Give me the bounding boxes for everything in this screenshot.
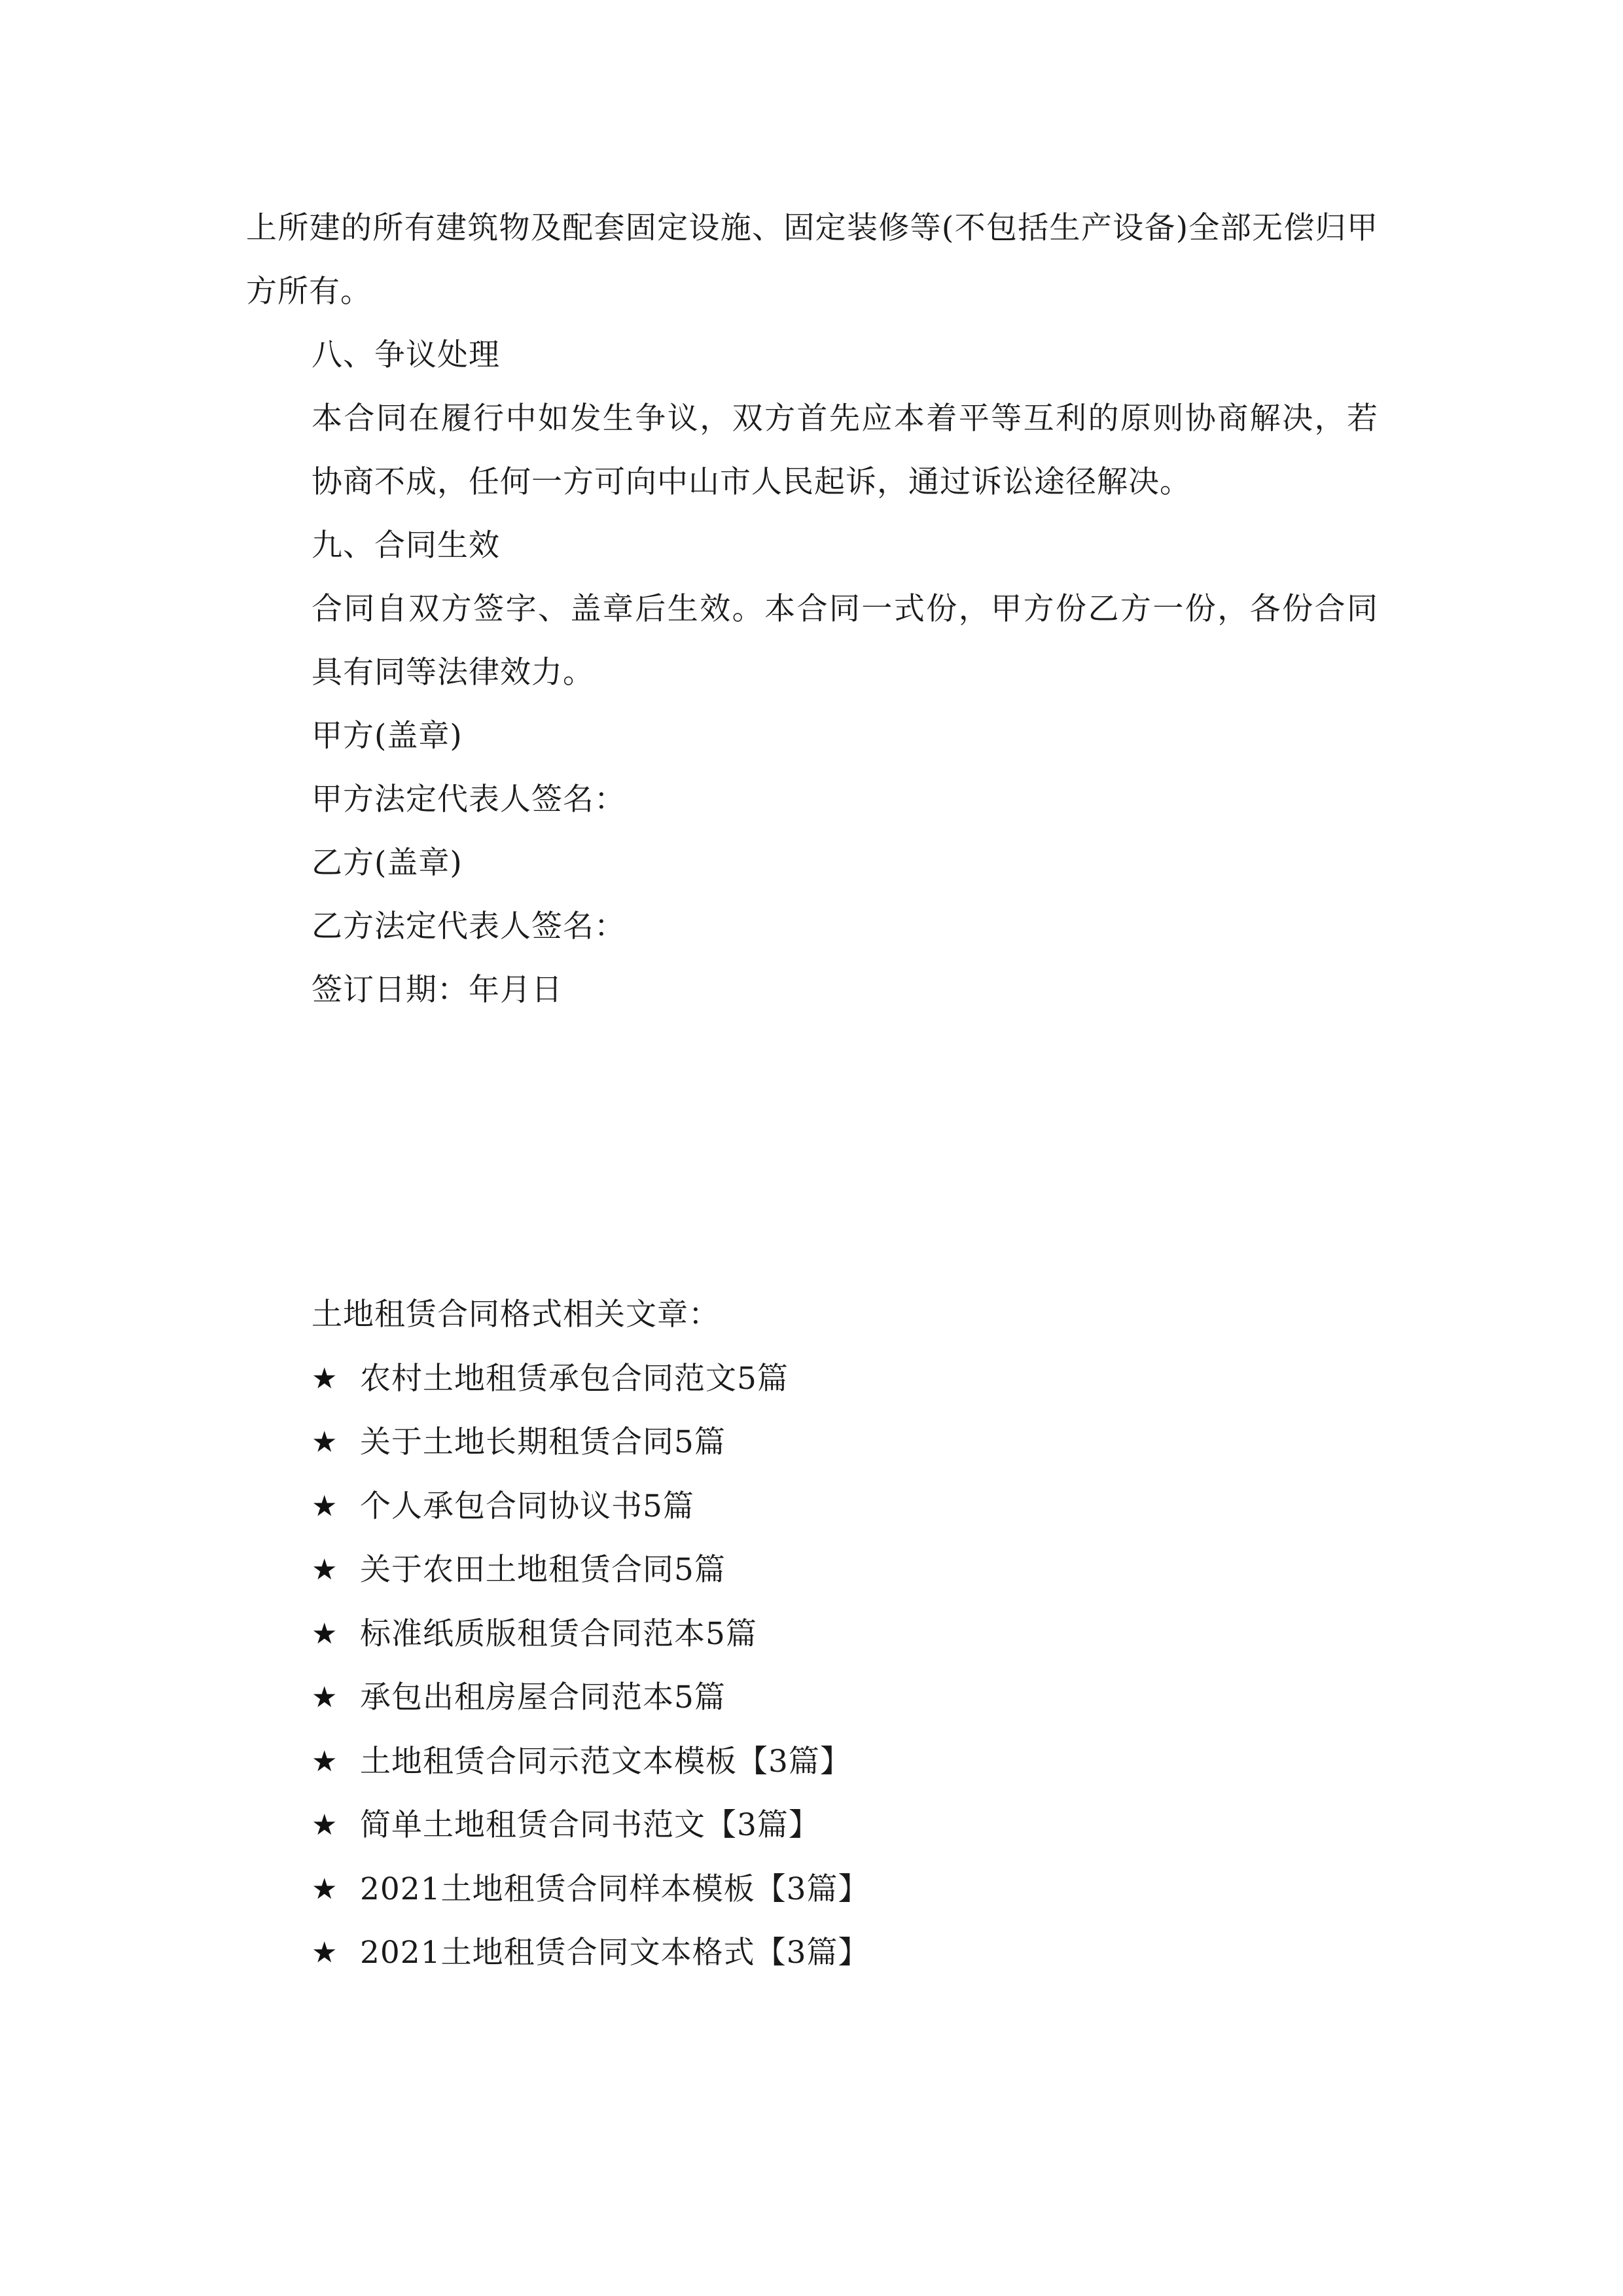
related-article-item[interactable]	[312, 1538, 870, 1602]
star-icon: ★	[312, 1617, 338, 1651]
section-9-heading: 九、合同生效	[312, 528, 500, 564]
related-article-item[interactable]	[312, 1666, 870, 1730]
related-article-link[interactable]: 关于土地长期租赁合同5篇	[360, 1424, 726, 1460]
related-article-link[interactable]: 2021土地租赁合同文本格式【3篇】	[360, 1935, 870, 1971]
related-article-link[interactable]: 标准纸质版租赁合同范本5篇	[360, 1615, 757, 1652]
related-article-item[interactable]	[312, 1857, 870, 1922]
related-article-item[interactable]	[312, 1602, 870, 1666]
star-icon: ★	[312, 1681, 338, 1714]
star-icon: ★	[312, 1489, 338, 1523]
related-article-link[interactable]: 2021土地租赁合同样本模板【3篇】	[360, 1871, 870, 1907]
related-article-link[interactable]: 农村土地租赁承包合同范文5篇	[360, 1360, 789, 1397]
party-a-representative: 甲方法定代表人签名：	[312, 781, 626, 817]
continued-paragraph: 上所建的所有建筑物及配套固定设施、固定装修等(不包括生产设备)全部无偿归甲方所有。	[246, 210, 1378, 310]
related-article-item[interactable]	[312, 1793, 870, 1857]
related-article-link[interactable]: 个人承包合同协议书5篇	[360, 1488, 694, 1524]
related-article-link[interactable]: 简单土地租赁合同书范文【3篇】	[360, 1807, 820, 1843]
related-articles	[312, 1283, 870, 1985]
star-icon: ★	[312, 1808, 338, 1842]
related-article-item[interactable]	[312, 1347, 870, 1411]
related-article-item[interactable]	[312, 1921, 870, 1985]
related-article-item[interactable]	[312, 1410, 870, 1475]
signing-date: 签订日期：年月日	[312, 972, 563, 1008]
contract-body	[246, 196, 1378, 1022]
related-articles-list	[312, 1347, 870, 1985]
party-b-seal: 乙方(盖章)	[312, 845, 463, 881]
star-icon: ★	[312, 1872, 338, 1906]
star-icon: ★	[312, 1553, 338, 1587]
related-article-item[interactable]	[312, 1475, 870, 1539]
star-icon: ★	[312, 1426, 338, 1459]
party-a-seal: 甲方(盖章)	[312, 718, 463, 754]
section-8-heading: 八、争议处理	[312, 337, 500, 373]
related-article-link[interactable]: 承包出租房屋合同范本5篇	[360, 1679, 726, 1715]
star-icon: ★	[312, 1744, 338, 1778]
related-article-link[interactable]: 关于农田土地租赁合同5篇	[360, 1552, 726, 1588]
related-articles-title: 土地租赁合同格式相关文章：	[312, 1297, 720, 1333]
star-icon: ★	[312, 1936, 338, 1969]
section-9-paragraph: 合同自双方签字、盖章后生效。本合同一式份，甲方份乙方一份，各份合同具有同等法律效力。	[312, 591, 1378, 691]
party-b-representative: 乙方法定代表人签名：	[312, 908, 626, 944]
star-icon: ★	[312, 1361, 338, 1395]
section-8-paragraph: 本合同在履行中如发生争议，双方首先应本着平等互利的原则协商解决，若协商不成，任何一方可向中山市人民起诉，通过诉讼途径解决。	[312, 401, 1378, 500]
related-article-link[interactable]: 土地租赁合同示范文本模板【3篇】	[360, 1743, 851, 1780]
related-article-item[interactable]	[312, 1730, 870, 1794]
